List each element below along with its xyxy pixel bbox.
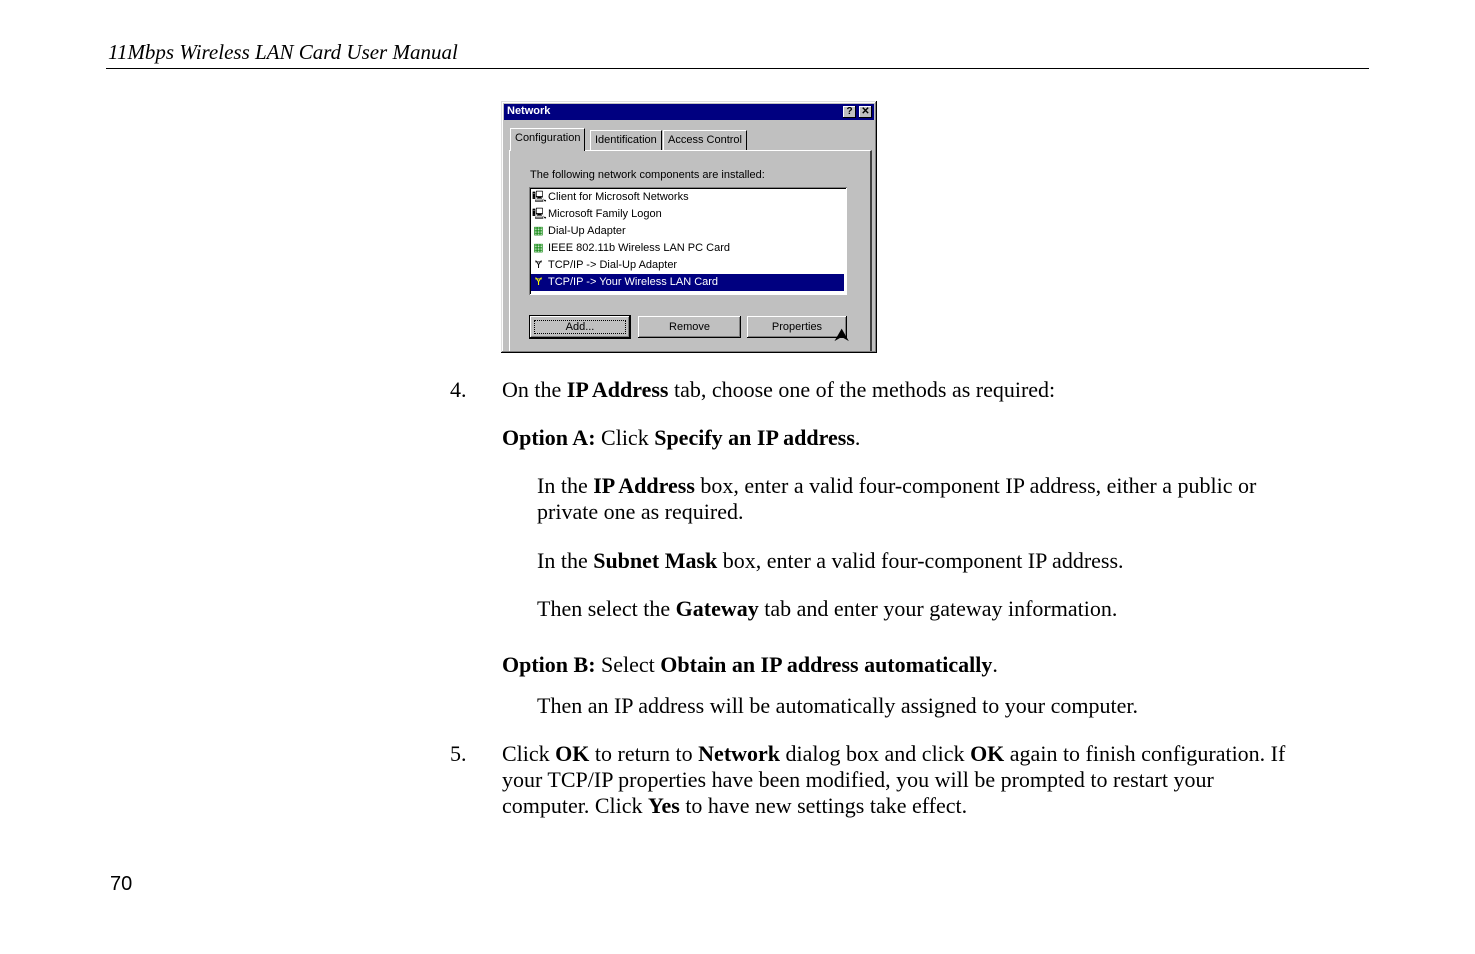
tab-identification[interactable]: Identification <box>590 130 662 150</box>
ip-address-instruction-line2: private one as required. <box>537 499 744 524</box>
option-b-heading: Option B: Select Obtain an IP address automatically. <box>502 652 998 677</box>
page-number: 70 <box>110 873 133 895</box>
list-item-selected[interactable] <box>531 274 844 291</box>
list-item[interactable] <box>531 223 844 240</box>
option-a-heading: Option A: Click Specify an IP address. <box>502 425 861 450</box>
ip-address-instruction: In the IP Address box, enter a valid four-component IP address, either a public or <box>537 473 1257 498</box>
components-listbox[interactable] <box>529 187 847 295</box>
header-rule <box>106 68 1369 69</box>
close-button[interactable]: ✕ <box>859 106 872 118</box>
page-header-title: 11Mbps Wireless LAN Card User Manual <box>108 40 458 64</box>
auto-ip-instruction: Then an IP address will be automatically assigned to your computer. <box>537 693 1138 718</box>
list-item-label: Dial-Up Adapter <box>548 225 626 237</box>
step-5-number: 5. <box>450 741 467 766</box>
add-button[interactable]: Add... <box>530 316 630 338</box>
list-item-label: TCP/IP -> Dial-Up Adapter <box>548 259 678 271</box>
list-item-label: Microsoft Family Logon <box>548 208 662 220</box>
help-button[interactable]: ? <box>843 106 856 118</box>
adapter-icon: ▦ <box>533 242 544 254</box>
list-item[interactable] <box>531 240 844 257</box>
client-icon: 🖳 <box>532 191 547 203</box>
list-item[interactable] <box>531 257 844 274</box>
dialog-titlebar <box>504 104 874 120</box>
subnet-mask-instruction: In the Subnet Mask box, enter a valid four-component IP address. <box>537 548 1124 573</box>
dialog-title: Network <box>507 105 551 117</box>
protocol-icon: Ɏ <box>534 259 543 271</box>
step-4-number: 4. <box>450 377 467 402</box>
list-item[interactable] <box>531 206 844 223</box>
properties-button[interactable]: Properties <box>747 316 847 338</box>
list-item[interactable] <box>531 189 844 206</box>
mouse-cursor-icon: ⮝ <box>834 325 850 345</box>
step-5-text-line3: computer. Click Yes to have new settings take effect. <box>502 793 968 818</box>
network-dialog <box>501 101 877 353</box>
step-5-text-line2: your TCP/IP properties have been modified, you will be prompted to restart your <box>502 767 1214 792</box>
tab-configuration[interactable]: Configuration <box>510 128 585 151</box>
protocol-icon: Ɏ <box>534 276 543 288</box>
gateway-instruction: Then select the Gateway tab and enter your gateway information. <box>537 596 1118 621</box>
list-item-label: IEEE 802.11b Wireless LAN PC Card <box>548 242 730 254</box>
list-item-label: Client for Microsoft Networks <box>548 191 689 203</box>
step-5-text: Click OK to return to Network dialog box and click OK again to finish configuration. If <box>502 741 1286 766</box>
client-icon: 🖳 <box>532 208 547 220</box>
remove-button[interactable]: Remove <box>638 316 741 338</box>
components-label: The following network components are installed: <box>530 169 765 181</box>
adapter-icon: ▦ <box>533 225 544 237</box>
list-item-label: TCP/IP -> Your Wireless LAN Card <box>548 276 719 288</box>
tab-access-control[interactable]: Access Control <box>663 130 747 150</box>
step-4-text: On the IP Address tab, choose one of the methods as required: <box>502 377 1056 402</box>
